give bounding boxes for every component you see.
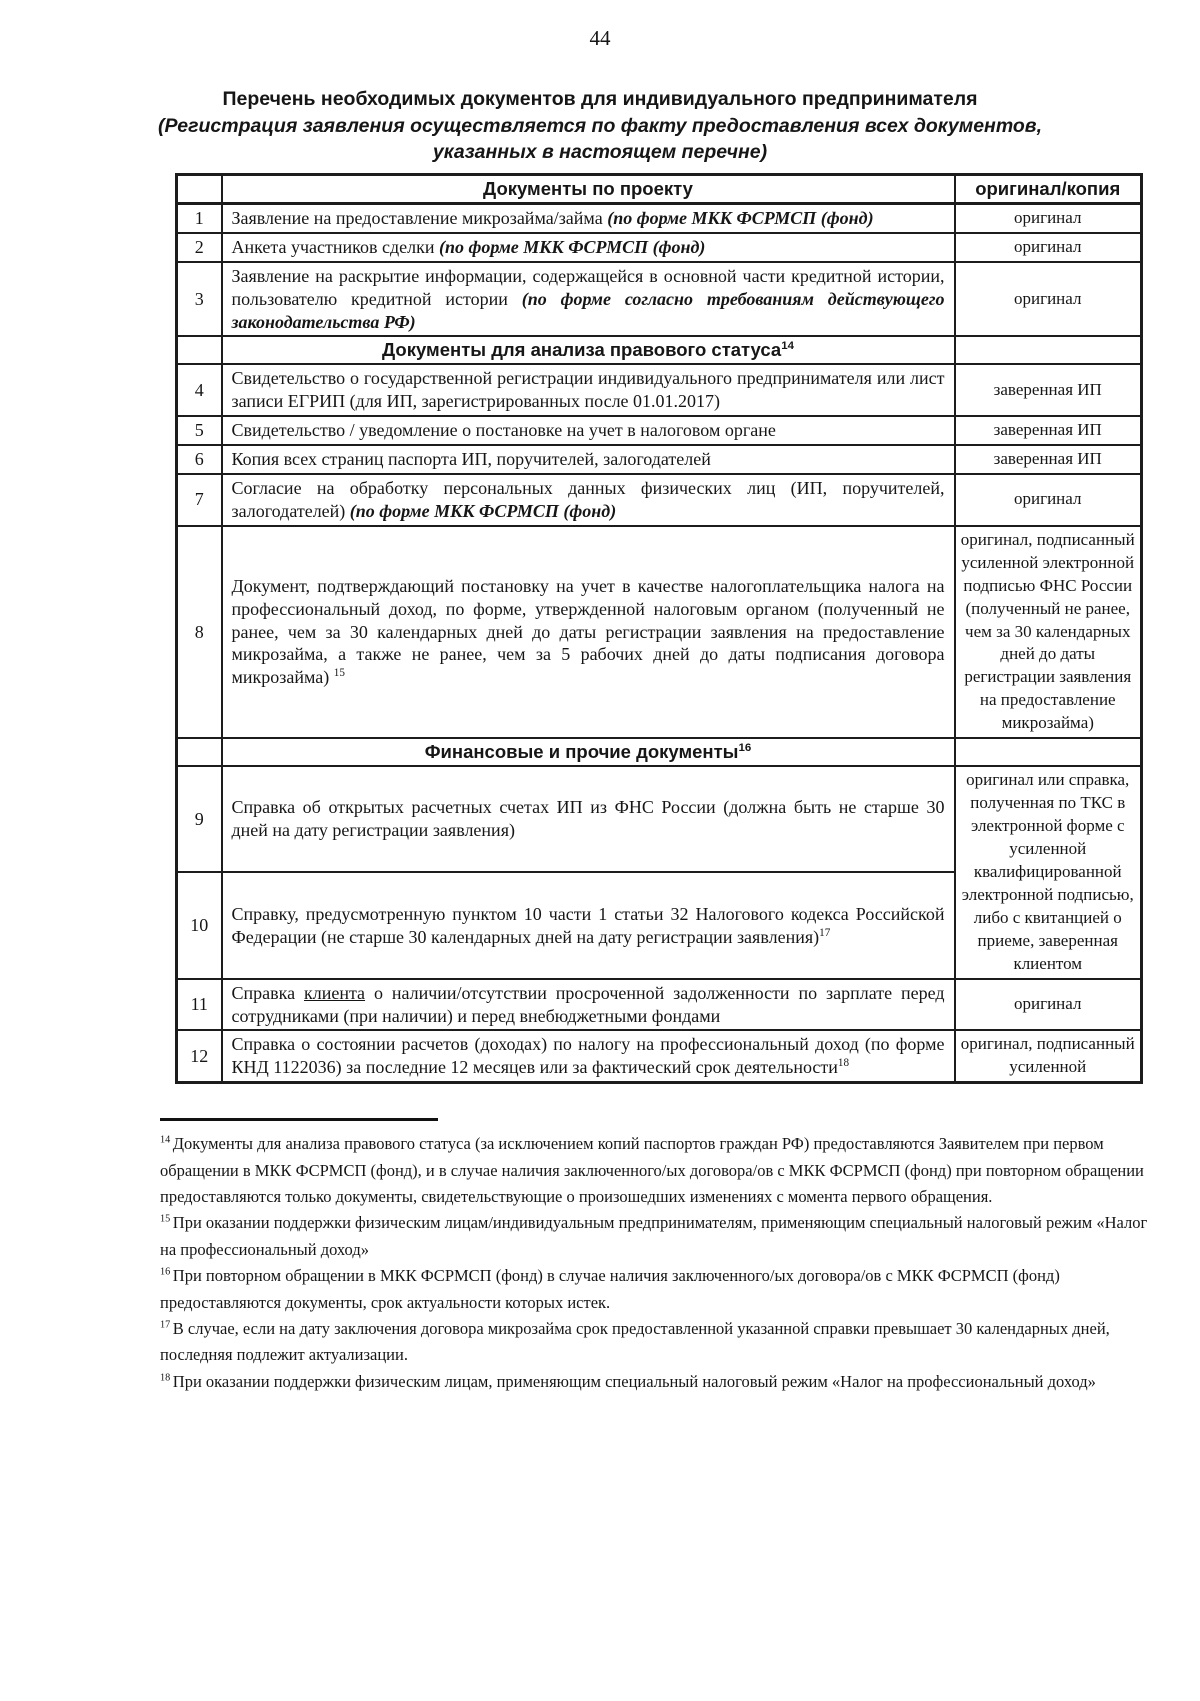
footnote-number: 18 (160, 1372, 173, 1384)
footnote-number: 16 (160, 1266, 173, 1278)
table-row (177, 204, 1142, 233)
original-copy-cell: оригинал или справка, полученная по ТКС в электронной форме с усиленной квалифицированной электронной подписью, либо с квитанцией о приеме, заверенная клиентом (955, 766, 1142, 978)
document-cell (222, 979, 955, 1031)
footnote-reference: 17 (819, 926, 831, 939)
text-segment: о наличии/отсутствии просроченной задолженности по зарплате перед сотрудниками (при наличии) и перед внебюджетными фондами (231, 982, 945, 1026)
footnote-text: В случае, если на дату заключения договора микрозайма срок предоставленной указанной справки превышает 30 календарных дней, последняя подлежит актуализации. (160, 1319, 1110, 1365)
footnote-item (160, 1210, 1150, 1263)
table-row (177, 766, 1142, 872)
text-segment: Свидетельство / уведомление о постановке на учет в налоговом органе (231, 420, 776, 441)
document-cell (222, 1030, 955, 1082)
text-segment: Анкета участников сделки (231, 237, 439, 257)
original-copy-cell: оригинал (955, 979, 1142, 1031)
text-segment: Справка об открытых расчетных счетах ИП из ФНС России (должна быть не старше 30 дней на дату регистрации заявления) (231, 797, 945, 841)
row-number-cell: 7 (177, 474, 222, 526)
text-segment: Заявление на раскрытие информации, содержащейся в основной части кредитной истории, пользователю кредитной истории (231, 265, 945, 309)
document-cell (222, 262, 955, 337)
original-copy-cell: оригинал (955, 204, 1142, 233)
footnote-item (160, 1369, 1150, 1395)
footnote-text: Документы для анализа правового статуса (за исключением копий паспортов граждан РФ) предоставляются Заявителем при первом обращении в МКК ФСРМСП (фонд), и в случае наличия заключенного/ых договора/ов с МКК ФСРМСП (фонд) при повторном обращении предоставляются только документы, свидетельствующие о произошедших изменениях с момента первого обращения. (160, 1134, 1144, 1207)
footnote-text: При повторном обращении в МКК ФСРМСП (фонд) в случае наличия заключенного/ых договора/ов с МКК ФСРМСП (фонд) предоставляются документы, срок актуальности которых истек. (160, 1266, 1060, 1312)
original-copy-cell: заверенная ИП (955, 445, 1142, 474)
header-documents-cell: Документы по проекту (222, 175, 955, 204)
text-segment: Справку, предусмотренную пунктом 10 части 1 статьи 32 Налогового кодекса Российской Федерации (не старше 30 календарных дней на дату регистрации заявления) (231, 903, 945, 947)
table-row (177, 364, 1142, 416)
text-segment: клиента (303, 982, 366, 1003)
footnote-text: При оказании поддержки физическим лицам, применяющим специальный налоговый режим «Налог на профессиональный доход» (172, 1371, 1096, 1391)
table-row (177, 233, 1142, 262)
table-row (177, 416, 1142, 445)
text-segment: (по форме МКК ФСРМСП (фонд) (349, 500, 617, 521)
original-copy-cell: заверенная ИП (955, 416, 1142, 445)
original-copy-cell: заверенная ИП (955, 364, 1142, 416)
footnote-number: 17 (160, 1319, 173, 1331)
row-number-cell: 10 (177, 872, 222, 978)
footnote-reference: 16 (738, 742, 752, 755)
row-number-cell: 5 (177, 416, 222, 445)
section-number-cell (177, 336, 222, 364)
document-cell (222, 364, 955, 416)
footnote-number: 15 (160, 1213, 173, 1225)
footnote-item (160, 1263, 1150, 1316)
original-copy-cell: оригинал (955, 474, 1142, 526)
footnotes (160, 1131, 1150, 1395)
document-cell (222, 233, 955, 262)
document-cell (222, 416, 955, 445)
text-segment: Заявление на предоставление микрозайма/займа (231, 208, 608, 229)
doc-title: Перечень необходимых документов для индивидуального предпринимателя (222, 88, 978, 110)
row-number-cell: 3 (177, 262, 222, 337)
section-header-row (177, 336, 1142, 364)
text-segment: (по форме МКК ФСРМСП (фонд) (438, 237, 706, 257)
text-segment: Свидетельство о государственной регистрации индивидуального предпринимателя или лист записи ЕГРИП (для ИП, зарегистрированных после 01.01.2017) (231, 368, 945, 412)
document-cell (222, 526, 955, 738)
section-number-cell (177, 738, 222, 766)
table-row (177, 1030, 1142, 1082)
text-segment: Справка о состоянии расчетов (доходах) по налогу на профессиональный доход (по форме КНД 1122036) за последние 12 месяцев или за фактический срок деятельности (231, 1034, 945, 1078)
table-row (177, 262, 1142, 337)
text-segment: (по форме МКК ФСРМСП (фонд) (607, 208, 874, 229)
text-segment: Копия всех страниц паспорта ИП, поручителей, залогодателей (231, 449, 711, 470)
text-segment: Документы для анализа правового статуса (382, 339, 782, 361)
text-segment: (по форме согласно требованиям действующего законодательства РФ) (231, 288, 945, 332)
text-segment: Финансовые и прочие документы (424, 741, 739, 763)
section-title (222, 738, 955, 766)
table-row (177, 526, 1142, 738)
document-cell (222, 204, 955, 233)
section-title (222, 336, 955, 364)
table-row (177, 445, 1142, 474)
row-number-cell: 1 (177, 204, 222, 233)
text-segment: Справка (231, 982, 304, 1003)
text-segment: Согласие на обработку персональных данных физических лиц (ИП, поручителей, залогодателей) (231, 478, 945, 521)
section-copy-cell (955, 336, 1142, 364)
row-number-cell: 8 (177, 526, 222, 738)
section-copy-cell (955, 738, 1142, 766)
original-copy-cell: оригинал, подписанный усиленной (955, 1030, 1142, 1082)
header-original-copy-cell: оригинал/копия (955, 175, 1142, 204)
row-number-cell: 9 (177, 766, 222, 872)
original-copy-cell: оригинал, подписанный усиленной электронной подписью ФНС России (полученный не ранее, чем за 30 календарных дней до даты регистрации заявления на предоставление микрозайма) (955, 526, 1142, 738)
section-header-row (177, 738, 1142, 766)
document-cell (222, 445, 955, 474)
footnote-number: 14 (160, 1134, 173, 1146)
row-number-cell: 6 (177, 445, 222, 474)
footnote-item (160, 1316, 1150, 1369)
footnote-reference: 18 (837, 1057, 850, 1070)
header-number-cell (177, 175, 222, 204)
row-number-cell: 4 (177, 364, 222, 416)
footnote-item (160, 1131, 1150, 1210)
text-segment: Документ, подтверждающий постановку на учет в качестве налогоплательщика налога на профессиональный доход, по форме, утвержденной налоговым органом (полученный не ранее, чем за 30 календарных дней до даты регистрации заявления на предоставление микрозайма, а также не ранее, чем за 5 рабочих дней до даты подписания договора микрозайма) (231, 575, 945, 688)
row-number-cell: 2 (177, 233, 222, 262)
original-copy-cell: оригинал (955, 262, 1142, 337)
original-copy-cell: оригинал (955, 233, 1142, 262)
document-cell (222, 872, 955, 978)
row-number-cell: 12 (177, 1030, 222, 1082)
doc-subtitle: (Регистрация заявления осуществляется по факту предоставления всех документов, указанных в настоящем перечне) (157, 115, 1043, 163)
page-number: 44 (589, 26, 611, 50)
footnote-reference: 14 (781, 340, 794, 353)
table-header-row (177, 175, 1142, 204)
footnote-text: При оказании поддержки физическим лицам/индивидуальным предпринимателям, применяющим специальный налоговый режим «Налог на профессиональный доход» (160, 1213, 1148, 1259)
documents-table (175, 173, 1143, 1084)
table-row (177, 474, 1142, 526)
footnote-reference: 15 (333, 667, 345, 680)
footnote-separator (160, 1118, 438, 1121)
row-number-cell: 11 (177, 979, 222, 1031)
document-cell (222, 474, 955, 526)
table-row (177, 979, 1142, 1031)
document-cell (222, 766, 955, 872)
